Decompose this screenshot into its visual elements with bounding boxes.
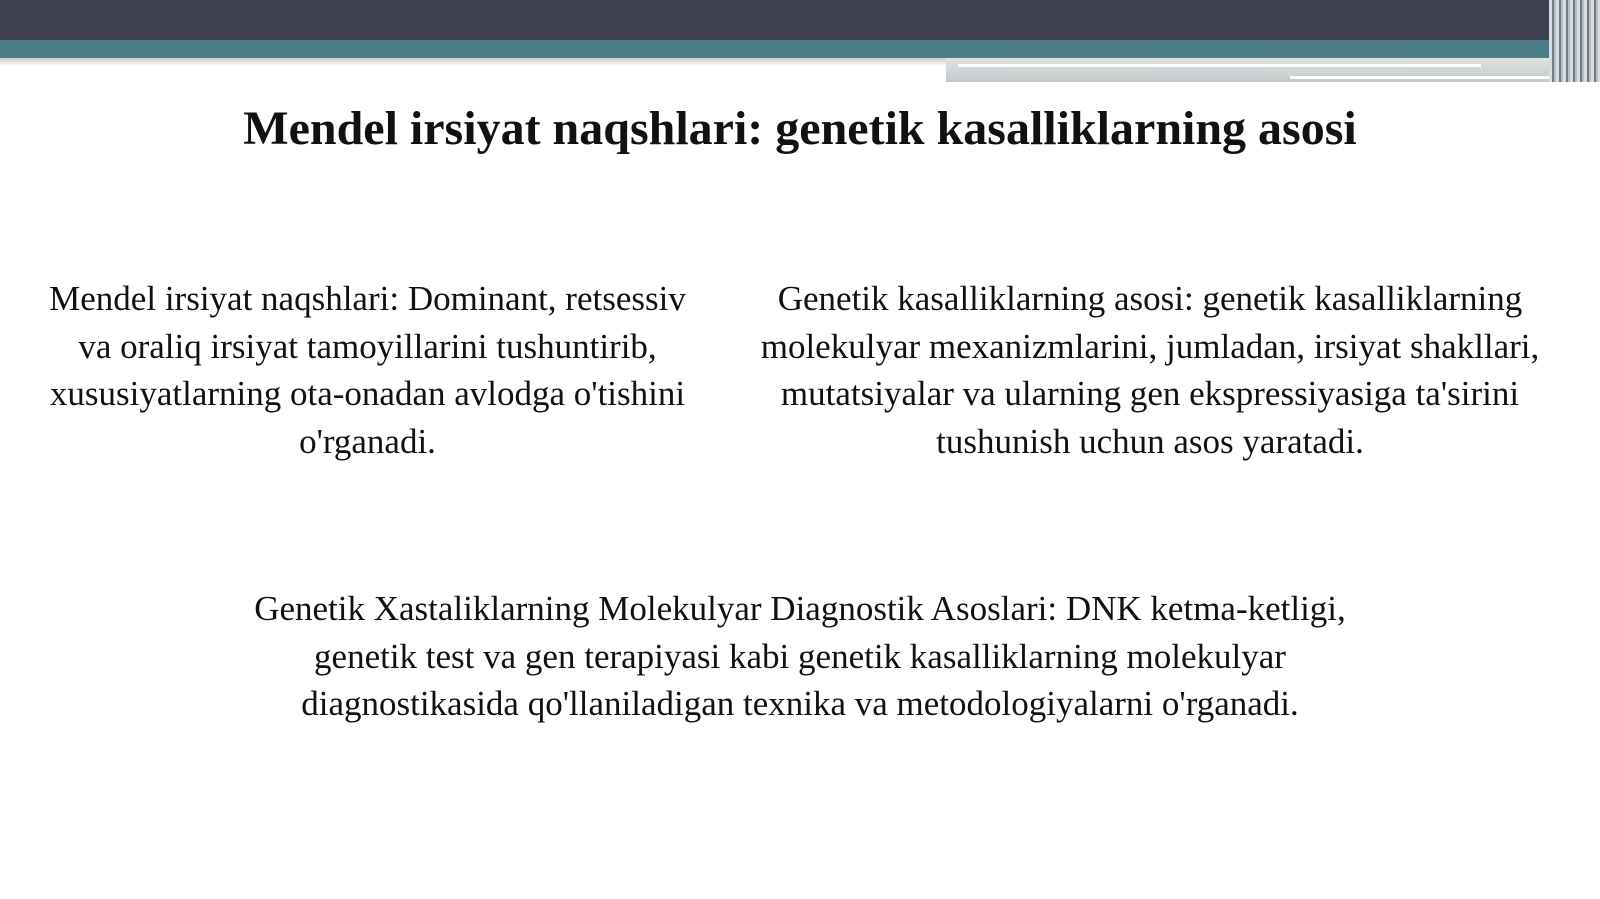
- header-accent-line: [958, 64, 1481, 67]
- slide-title: Mendel irsiyat naqshlari: genetik kasalliklarning asosi: [243, 102, 1357, 155]
- left-paragraph: Mendel irsiyat naqshlari: Dominant, retsessiv va oraliq irsiyat tamoyillarini tushuntirib, xususiyatlarning ota-onadan avlodga o'tishini o'rganadi.: [49, 279, 686, 461]
- bottom-paragraph: Genetik Xastaliklarning Molekulyar Diagnostik Asoslari: DNK ketma-ketligi, genetik test va gen terapiyasi kabi genetik kasalliklarning molekulyar diagnostikasida qo'llaniladigan texnika va metodologiyalarni o'rganadi.: [254, 589, 1346, 723]
- header-edge-stripes: [1549, 0, 1600, 82]
- header-accent-line: [1290, 76, 1568, 79]
- header-banner-dark: [0, 0, 1600, 40]
- header-banner-teal: [0, 40, 1600, 58]
- right-paragraph: Genetik kasalliklarning asosi: genetik kasalliklarning molekulyar mexanizmlarini, jumladan, irsiyat shakllari, mutatsiyalar va ularning gen ekspressiyasiga ta'sirini tushunish uchun asos yaratadi.: [760, 279, 1540, 461]
